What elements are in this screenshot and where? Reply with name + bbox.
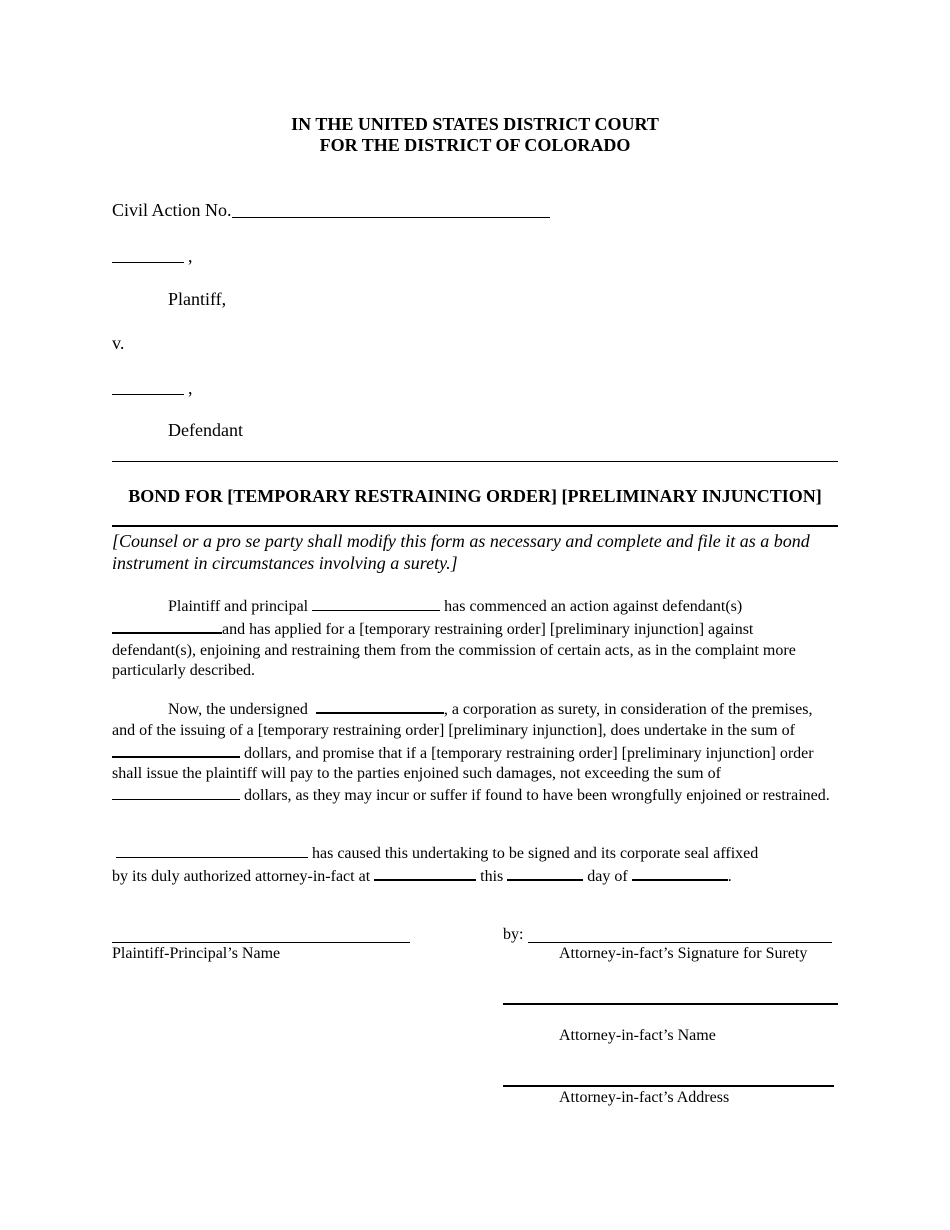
para1-text2: has commenced an action against defendant(s) (444, 598, 743, 615)
attorney-signature-label: Attorney-in-fact’s Signature for Surety (559, 945, 808, 962)
caption-divider (112, 461, 838, 462)
defendants-blank[interactable] (112, 618, 222, 634)
attorney-name-line[interactable] (503, 1003, 838, 1005)
day-blank[interactable] (507, 865, 583, 881)
para1-text3: and has applied for a [temporary restraining order] [preliminary injunction] against defendant(s), enjoining and restraining them from the commission of certain acts, as in the complaint more particularly described. (112, 620, 796, 680)
para2-text3: dollars, and promise that if a [temporary restraining order] [preliminary injunction] order shall issue the plaintiff will pay to the parties enjoined such damages, not exceeding the sum of (112, 744, 814, 783)
location-blank[interactable] (374, 865, 476, 881)
paragraph-surety-undertaking (112, 698, 838, 807)
plaintiff-principal-signature-line[interactable] (112, 942, 410, 943)
by-label: by: (503, 926, 524, 943)
attorney-address-label: Attorney-in-fact’s Address (559, 1089, 730, 1106)
surety-name-blank[interactable] (316, 698, 444, 714)
para2-text2: , a corporation as surety, in consideration of the premises, and of the issuing of a [temporary restraining order] [preliminary injunction], does undertake in the sum of (112, 701, 813, 739)
paragraph-signature-clause (112, 843, 838, 888)
plaintiff-principal-name-label: Plaintiff-Principal’s Name (112, 945, 281, 962)
para3-text2: by its duly authorized attorney-in-fact at (112, 867, 371, 885)
attorney-signature-line[interactable] (528, 942, 832, 943)
defendant-name-blank[interactable] (112, 394, 184, 395)
para1-text1: Plaintiff and principal (168, 598, 309, 615)
court-heading-line2: FOR THE DISTRICT OF COLORADO (319, 135, 631, 155)
civil-action-number-blank[interactable] (232, 217, 550, 218)
plaintiff-label: Plantiff, (168, 289, 227, 309)
undertaking-sum-blank[interactable] (112, 742, 240, 758)
surety-entity-blank[interactable] (116, 843, 308, 858)
para2-text4: dollars, as they may incur or suffer if found to have been wrongfully enjoined or restrained. (244, 787, 830, 805)
para2-text1: Now, the undersigned (168, 701, 308, 718)
attorney-name-label: Attorney-in-fact’s Name (559, 1027, 716, 1044)
title-divider (112, 525, 838, 527)
plaintiff-principal-blank[interactable] (312, 596, 440, 611)
month-blank[interactable] (632, 865, 728, 881)
versus-label: v. (112, 333, 125, 353)
plaintiff-name-blank[interactable] (112, 262, 184, 263)
instruction-note: [Counsel or a pro se party shall modify this form as necessary and complete and file it as a bond instrument in circumstances involving a surety.] (112, 531, 810, 573)
para3-period: . (727, 867, 732, 885)
para3-text1: has caused this undertaking to be signed and its corporate seal affixed (312, 845, 759, 862)
para3-text4: day of (587, 867, 628, 885)
defendant-comma: , (188, 378, 193, 398)
paragraph-plaintiff-action (112, 596, 838, 682)
plaintiff-comma: , (188, 246, 193, 266)
civil-action-label: Civil Action No. (112, 200, 232, 220)
defendant-label: Defendant (168, 420, 243, 440)
para3-text3: this (480, 867, 504, 885)
court-heading-line1: IN THE UNITED STATES DISTRICT COURT (291, 114, 659, 134)
damages-limit-blank[interactable] (112, 785, 240, 800)
document-title: BOND FOR [TEMPORARY RESTRAINING ORDER] [PRELIMINARY INJUNCTION] (128, 486, 822, 506)
attorney-address-line[interactable] (503, 1085, 834, 1087)
